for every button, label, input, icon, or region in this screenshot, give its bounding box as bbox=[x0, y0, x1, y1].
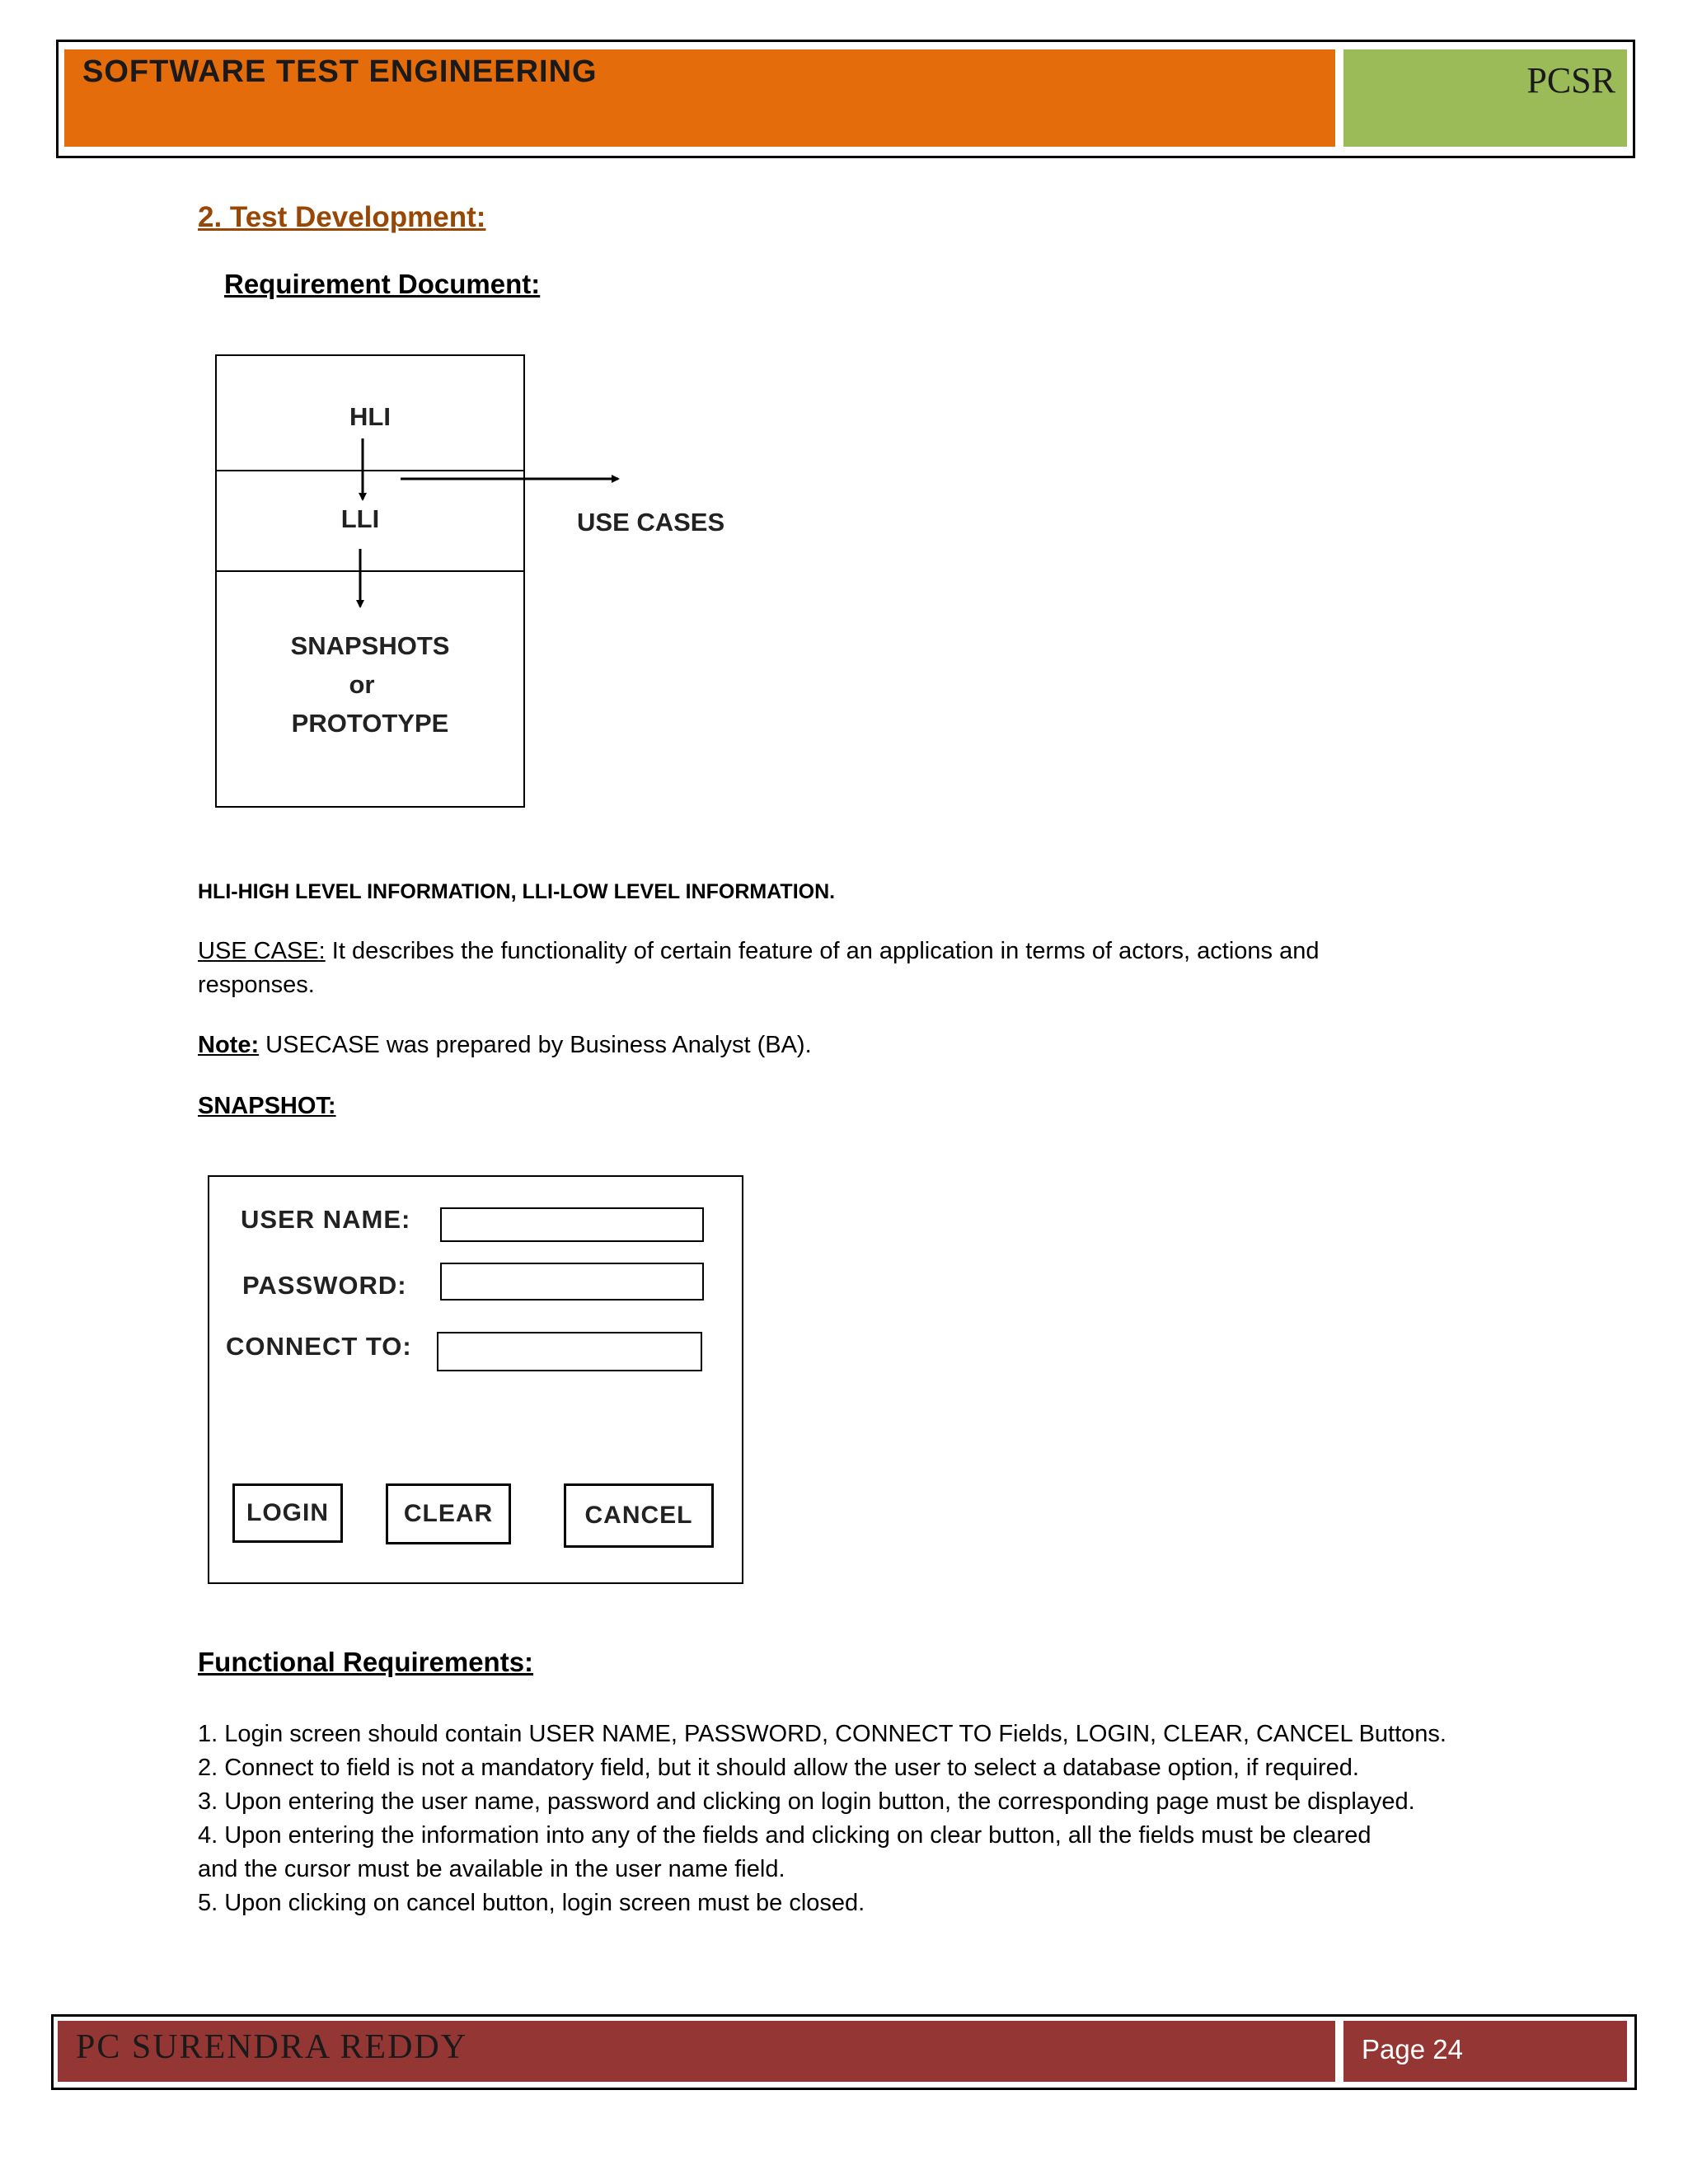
snapshot-heading: SNAPSHOT: bbox=[198, 1093, 336, 1119]
requirement-item: 4. Upon entering the information into any of the fields and clicking on clear button, all the fields must be cleared bbox=[198, 1822, 1372, 1849]
functional-requirements-heading: Functional Requirements: bbox=[198, 1647, 534, 1677]
diagram-arrows bbox=[0, 0, 1688, 742]
user-name-input[interactable] bbox=[440, 1207, 704, 1242]
use-case-label: USE CASE: bbox=[198, 938, 326, 964]
user-name-label: USER NAME: bbox=[241, 1205, 411, 1234]
requirement-item: 3. Upon entering the user name, password and clicking on login button, the corresponding page must be displayed. bbox=[198, 1788, 1415, 1815]
abbreviation-legend: HLI-HIGH LEVEL INFORMATION, LLI-LOW LEVEL INFORMATION. bbox=[198, 880, 836, 903]
use-case-text-1: It describes the functionality of certain feature of an application in terms of actors, actions and bbox=[325, 938, 1320, 964]
diagram-use-cases: USE CASES bbox=[577, 508, 725, 537]
use-case-text-2: responses. bbox=[198, 972, 315, 998]
diagram-snapshots-line: SNAPSHOTS bbox=[290, 631, 450, 660]
page-number: Page 24 bbox=[1362, 2034, 1463, 2064]
section-title: 2. Test Development: bbox=[198, 201, 486, 233]
requirement-item: 2. Connect to field is not a mandatory field, but it should allow the user to select a database option, if required. bbox=[198, 1755, 1359, 1781]
diagram-hli: HLI bbox=[349, 402, 391, 431]
connect-to-input[interactable] bbox=[437, 1332, 702, 1371]
section-subtitle: Requirement Document: bbox=[224, 269, 541, 299]
requirement-item: 1. Login screen should contain USER NAME, PASSWORD, CONNECT TO Fields, LOGIN, CLEAR, CANCEL Buttons. bbox=[198, 1721, 1447, 1747]
requirement-item: and the cursor must be available in the user name field. bbox=[198, 1856, 785, 1882]
password-input[interactable] bbox=[440, 1263, 704, 1301]
password-label: PASSWORD: bbox=[242, 1271, 407, 1300]
clear-button[interactable]: CLEAR bbox=[386, 1483, 511, 1544]
requirement-item: 5. Upon clicking on cancel button, login screen must be closed. bbox=[198, 1890, 865, 1916]
diagram-prototype-line: PROTOTYPE bbox=[291, 709, 449, 738]
diagram-or-line: or bbox=[349, 670, 375, 699]
header-right-label: PCSR bbox=[1526, 60, 1615, 101]
note-paragraph bbox=[198, 1029, 1484, 1062]
note-text: USECASE was prepared by Business Analyst (BA). bbox=[259, 1032, 812, 1058]
connect-to-label: CONNECT TO: bbox=[226, 1332, 412, 1361]
functional-requirements-list bbox=[198, 1718, 1517, 1920]
diagram-lli: LLI bbox=[340, 504, 380, 533]
header-title: SOFTWARE TEST ENGINEERING bbox=[82, 54, 598, 89]
note-label: Note: bbox=[198, 1032, 260, 1058]
use-case-paragraph bbox=[198, 935, 1484, 1002]
footer-author: PC SURENDRA REDDY bbox=[76, 2028, 468, 2066]
login-button[interactable]: LOGIN bbox=[232, 1483, 343, 1543]
cancel-button[interactable]: CANCEL bbox=[564, 1483, 714, 1548]
